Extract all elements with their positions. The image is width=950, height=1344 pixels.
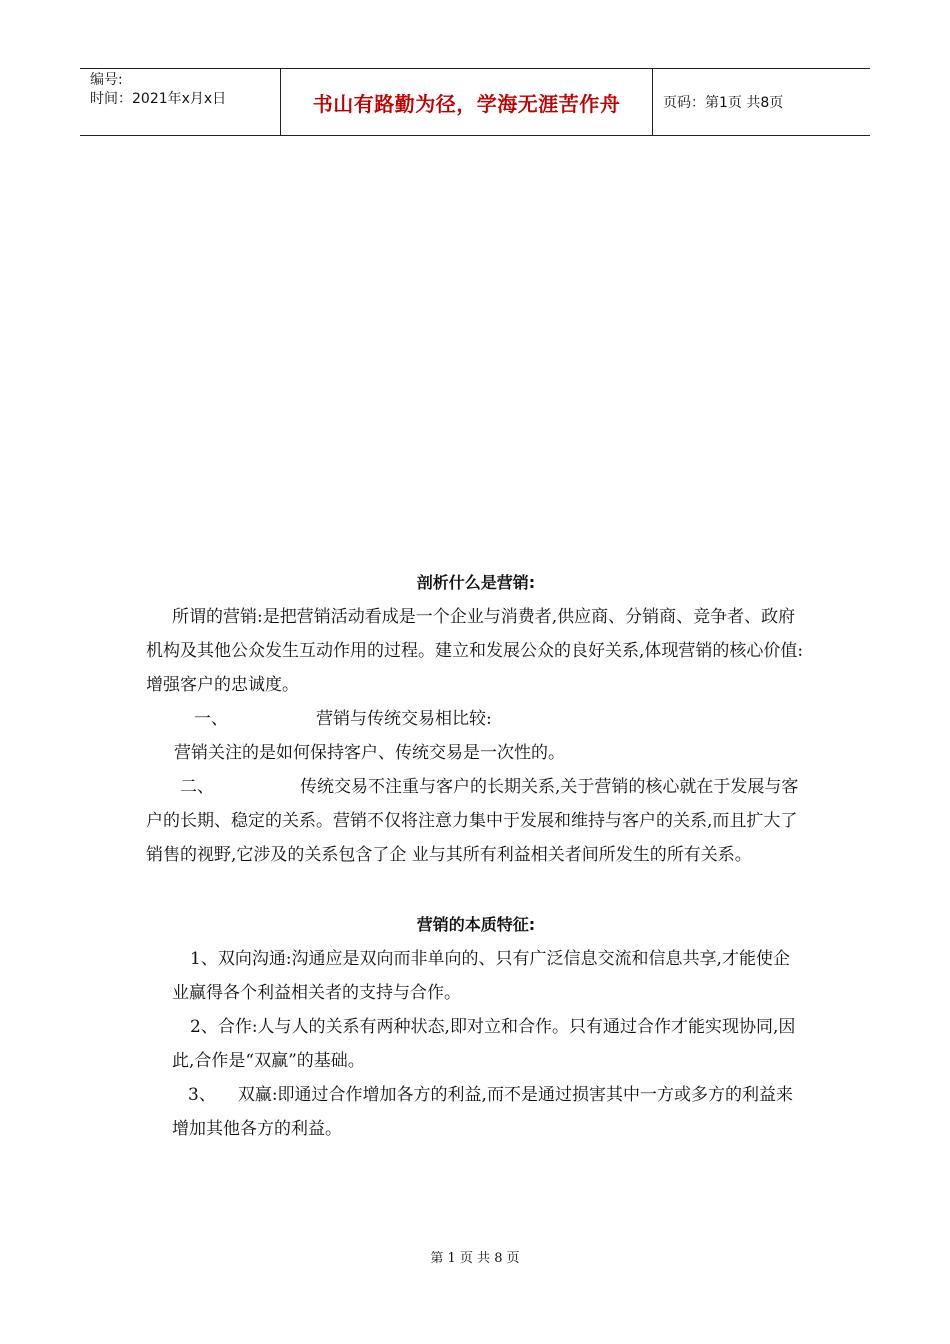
list-item-two-number: 二、 xyxy=(180,777,214,797)
list-item-two-text: 传统交易不注重与客户的长期关系,关于营销的核心就在于发展与客户的长期、稳定的关系。营销不仅将注意力集中于发展和维持与客户的关系,而且扩大了销售的视野,它涉及的关系包含了企 业与其所有利益相关者间所发生的所有关系。 xyxy=(146,777,799,865)
feature-item-three-text: 双赢:即通过合作增加各方的利益,而不是通过损害其中一方或多方的利益来增加其他各方的利益。 xyxy=(172,1085,793,1139)
number-label: 编号: xyxy=(90,72,123,88)
document-body xyxy=(146,566,806,1146)
section-title-essence: 营销的本质特征: xyxy=(416,915,536,934)
feature-item-three xyxy=(146,1078,806,1146)
list-item-one-detail: 营销关注的是如何保持客户、传统交易是一次性的。 xyxy=(174,743,565,763)
feature-item-one: 1、双向沟通:沟通应是双向而非单向的、只有广泛信息交流和信息共享,才能使企业赢得各个利益相关者的支持与合作。 xyxy=(172,949,790,1003)
list-item-one-text: 营销与传统交易相比较: xyxy=(316,709,492,729)
paragraph-definition: 所谓的营销:是把营销活动看成是一个企业与消费者,供应商、分销商、竞争者、政府机构及其他公众发生互动作用的过程。建立和发展公众的良好关系,体现营销的核心价值:增强客户的忠诚度。 xyxy=(146,607,804,695)
header-page-info: 页码：第1页 共8页 xyxy=(663,95,784,111)
time-label: 时间：2021年x月x日 xyxy=(90,91,227,107)
list-item-one-number: 一、 xyxy=(194,709,228,729)
header-motto: 书山有路勤为径，学海无涯苦作舟 xyxy=(280,69,653,135)
list-item-two xyxy=(146,770,806,872)
header-meta xyxy=(80,69,280,135)
section-title-marketing: 剖析什么是营销: xyxy=(416,573,536,592)
feature-item-three-number: 3、 xyxy=(188,1085,216,1105)
list-item-one xyxy=(146,702,806,736)
document-header xyxy=(80,68,870,136)
feature-item-two: 2、合作:人与人的关系有两种状态,即对立和合作。只有通过合作才能实现协同,因此,合作是“双赢”的基础。 xyxy=(172,1017,796,1071)
page-footer: 第 1 页 共 8 页 xyxy=(430,1251,520,1266)
